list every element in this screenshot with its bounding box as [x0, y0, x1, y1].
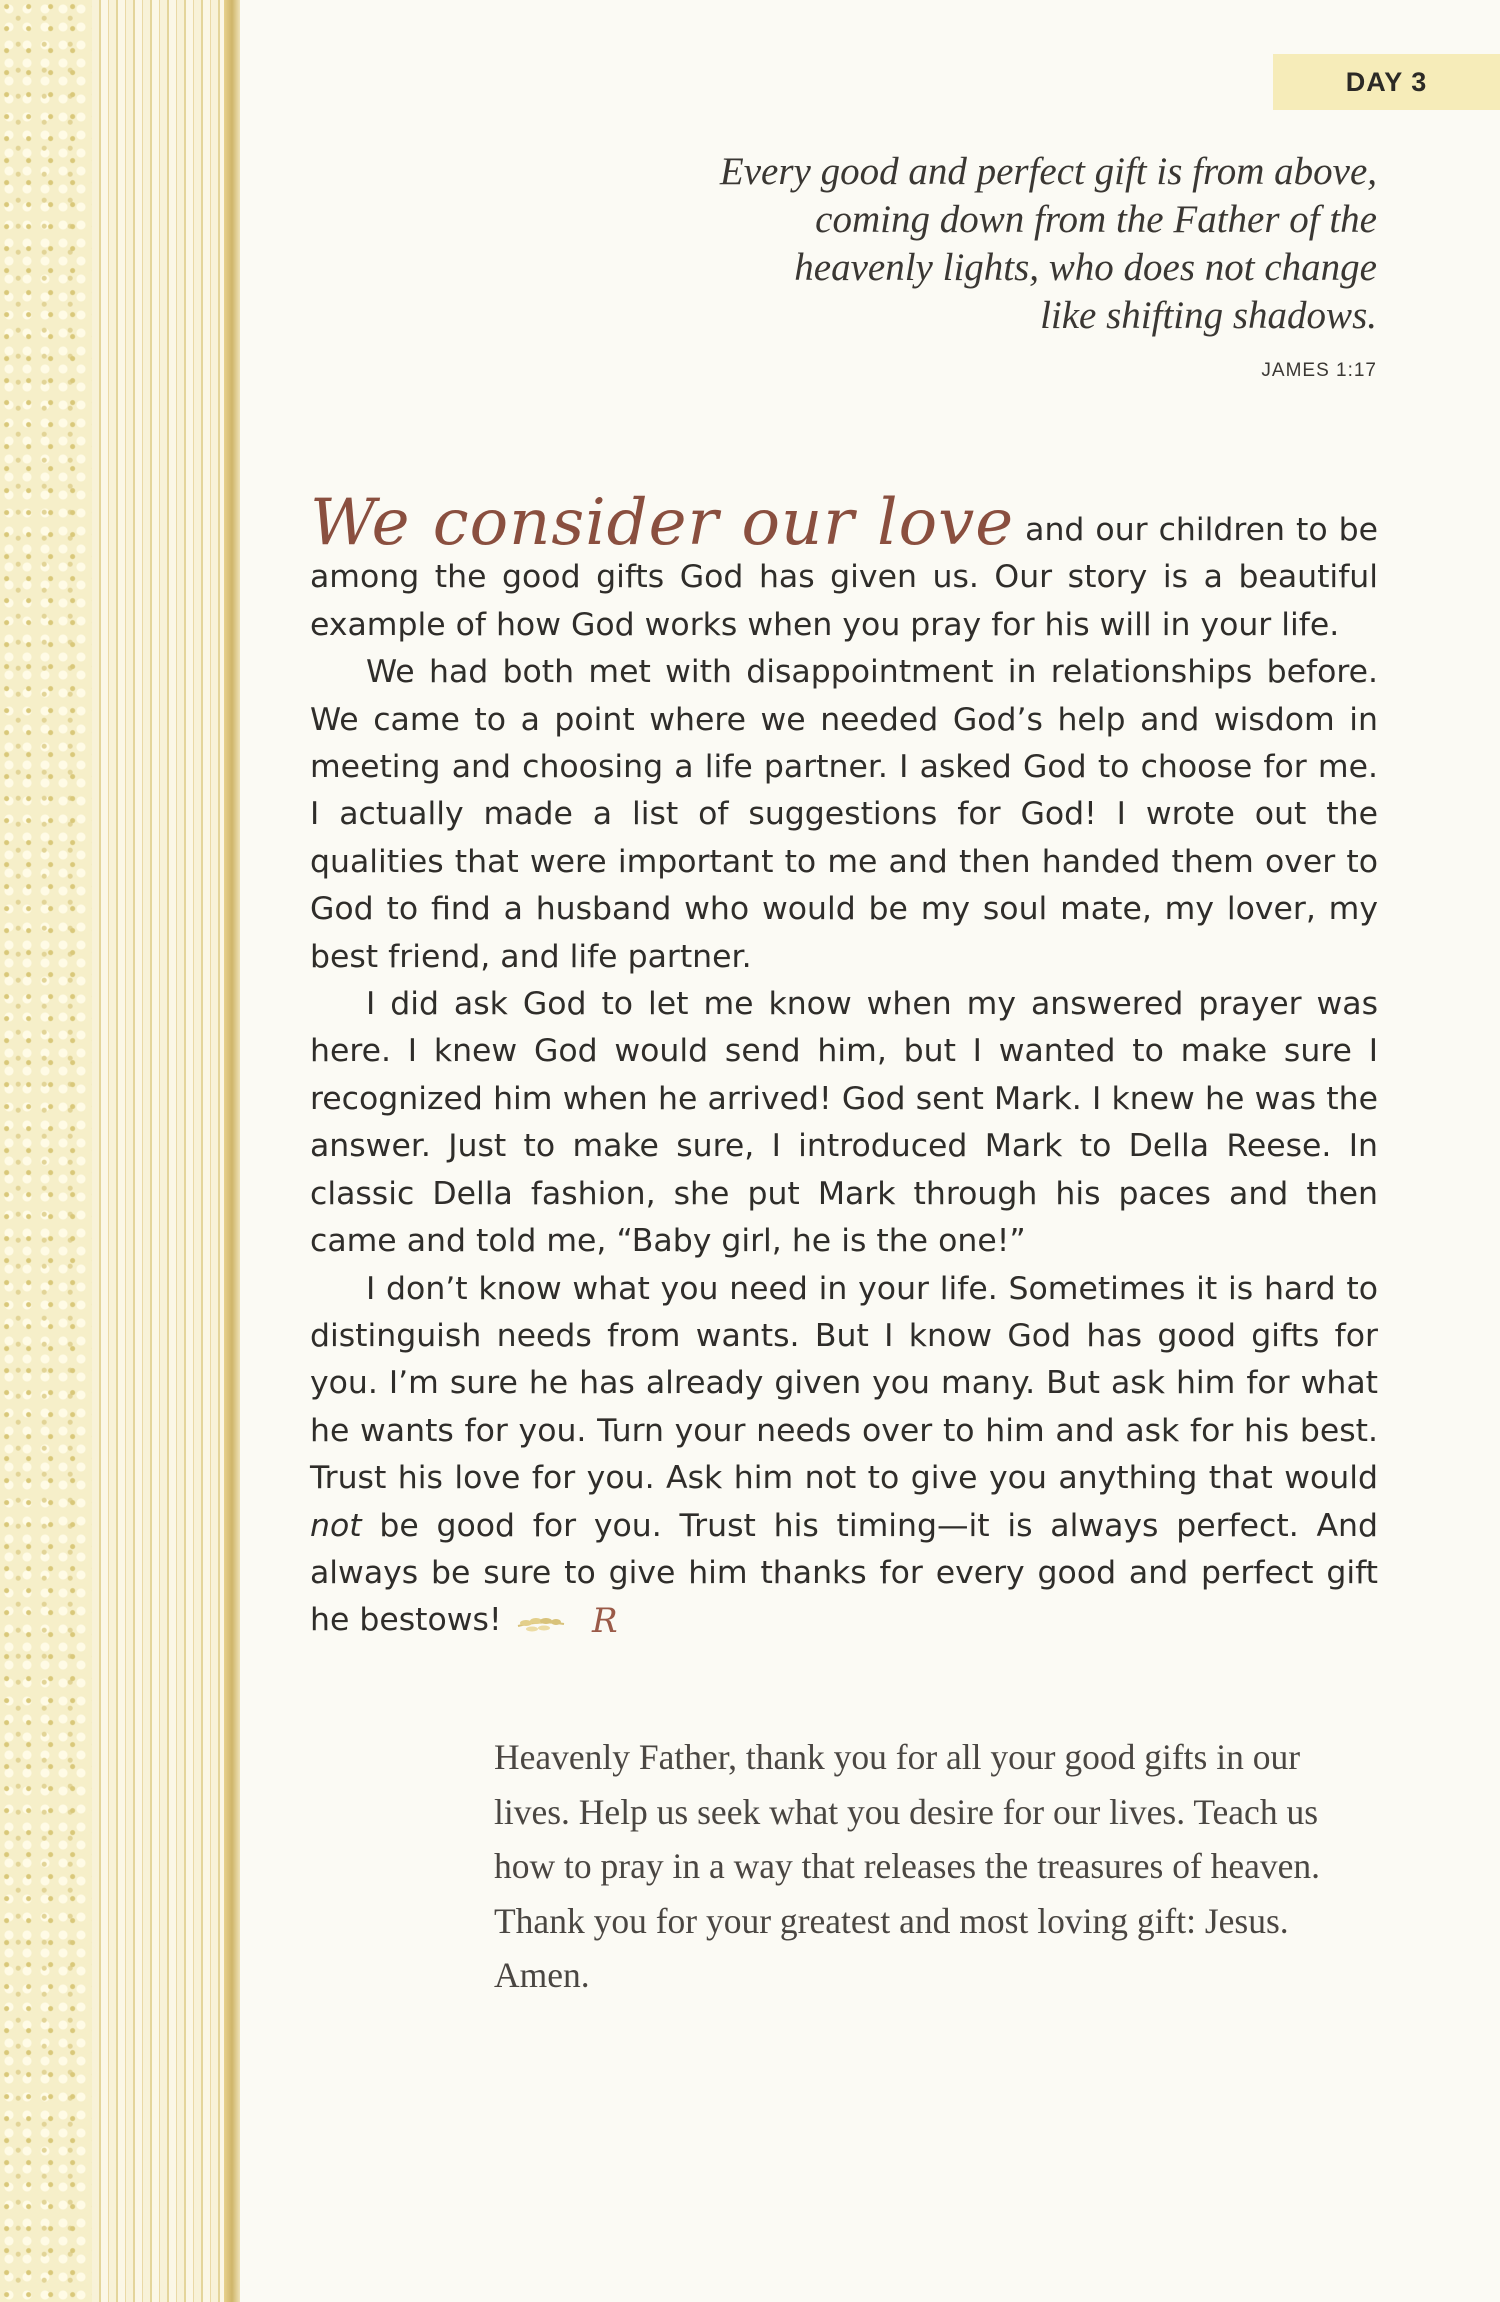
scripture-citation: JAMES 1:17: [1261, 360, 1377, 381]
signature-initial: R: [591, 1601, 618, 1642]
script-lead-in: We consider our love: [310, 486, 1015, 560]
wheat-sprig-icon: [512, 1600, 632, 1642]
scripture-epigraph: [560, 148, 1377, 340]
emphasis-text: not: [310, 1507, 362, 1544]
decorative-border-stripes: [92, 0, 240, 2302]
epigraph-line: coming down from the Father of the: [815, 198, 1377, 241]
body-paragraph-2: We had both met with disappointment in relationships before. We came to a point where we needed God’s help and wisdom in meeting and choosing a life partner. I asked God to choose for me. I actually made a list of suggestions for God! I wrote out the qualities that were important to me and then handed them over to God to find a husband who would be my soul mate, my lover, my best friend, and life partner.: [310, 654, 1378, 975]
body-paragraph-1: [310, 486, 1378, 649]
body-paragraph-4: [310, 1266, 1378, 1645]
epigraph-line: like shifting shadows.: [1040, 294, 1377, 337]
day-label-tab: DAY 3: [1273, 54, 1500, 110]
body-paragraph-3: I did ask God to let me know when my answered prayer was here. I knew God would send him, but I wanted to make sure I recognized him when he arrived! God sent Mark. I knew he was the answer. Just to make sure, I introduced Mark to Della Reese. In classic Della fashion, she put Mark through his paces and then came and told me, “Baby girl, he is the one!”: [310, 986, 1378, 1260]
decorative-border-edge: [224, 0, 240, 2302]
decorative-border-pattern: [0, 0, 92, 2302]
epigraph-line: heavenly lights, who does not change: [794, 246, 1377, 289]
epigraph-line: Every good and perfect gift is from above,: [719, 150, 1377, 193]
paragraph-text: be good for you. Trust his timing—it is always perfect. And always be sure to give him thanks for every good and perfect gift he bestows!: [310, 1507, 1378, 1639]
paragraph-text: and our children to be among the good gifts God has given us. Our story is a beautiful example of how God works when you pray for his will in your life.: [310, 512, 1378, 643]
paragraph-text: I don’t know what you need in your life. Sometimes it is hard to distinguish needs from wants. But I know God has good gifts for you. I’m sure he has already given you many. But ask him for what he wants for you. Turn your needs over to him and ask for his best. Trust his love for you. Ask him not to give you anything that would: [310, 1270, 1378, 1497]
closing-prayer: Heavenly Father, thank you for all your good gifts in our lives. Help us seek what you desire for our lives. Teach us how to pray in a way that releases the treasures of heaven. Thank you for your greatest and most loving gift: Jesus. Amen.: [494, 1737, 1321, 1996]
devotional-body: [310, 486, 1378, 1645]
